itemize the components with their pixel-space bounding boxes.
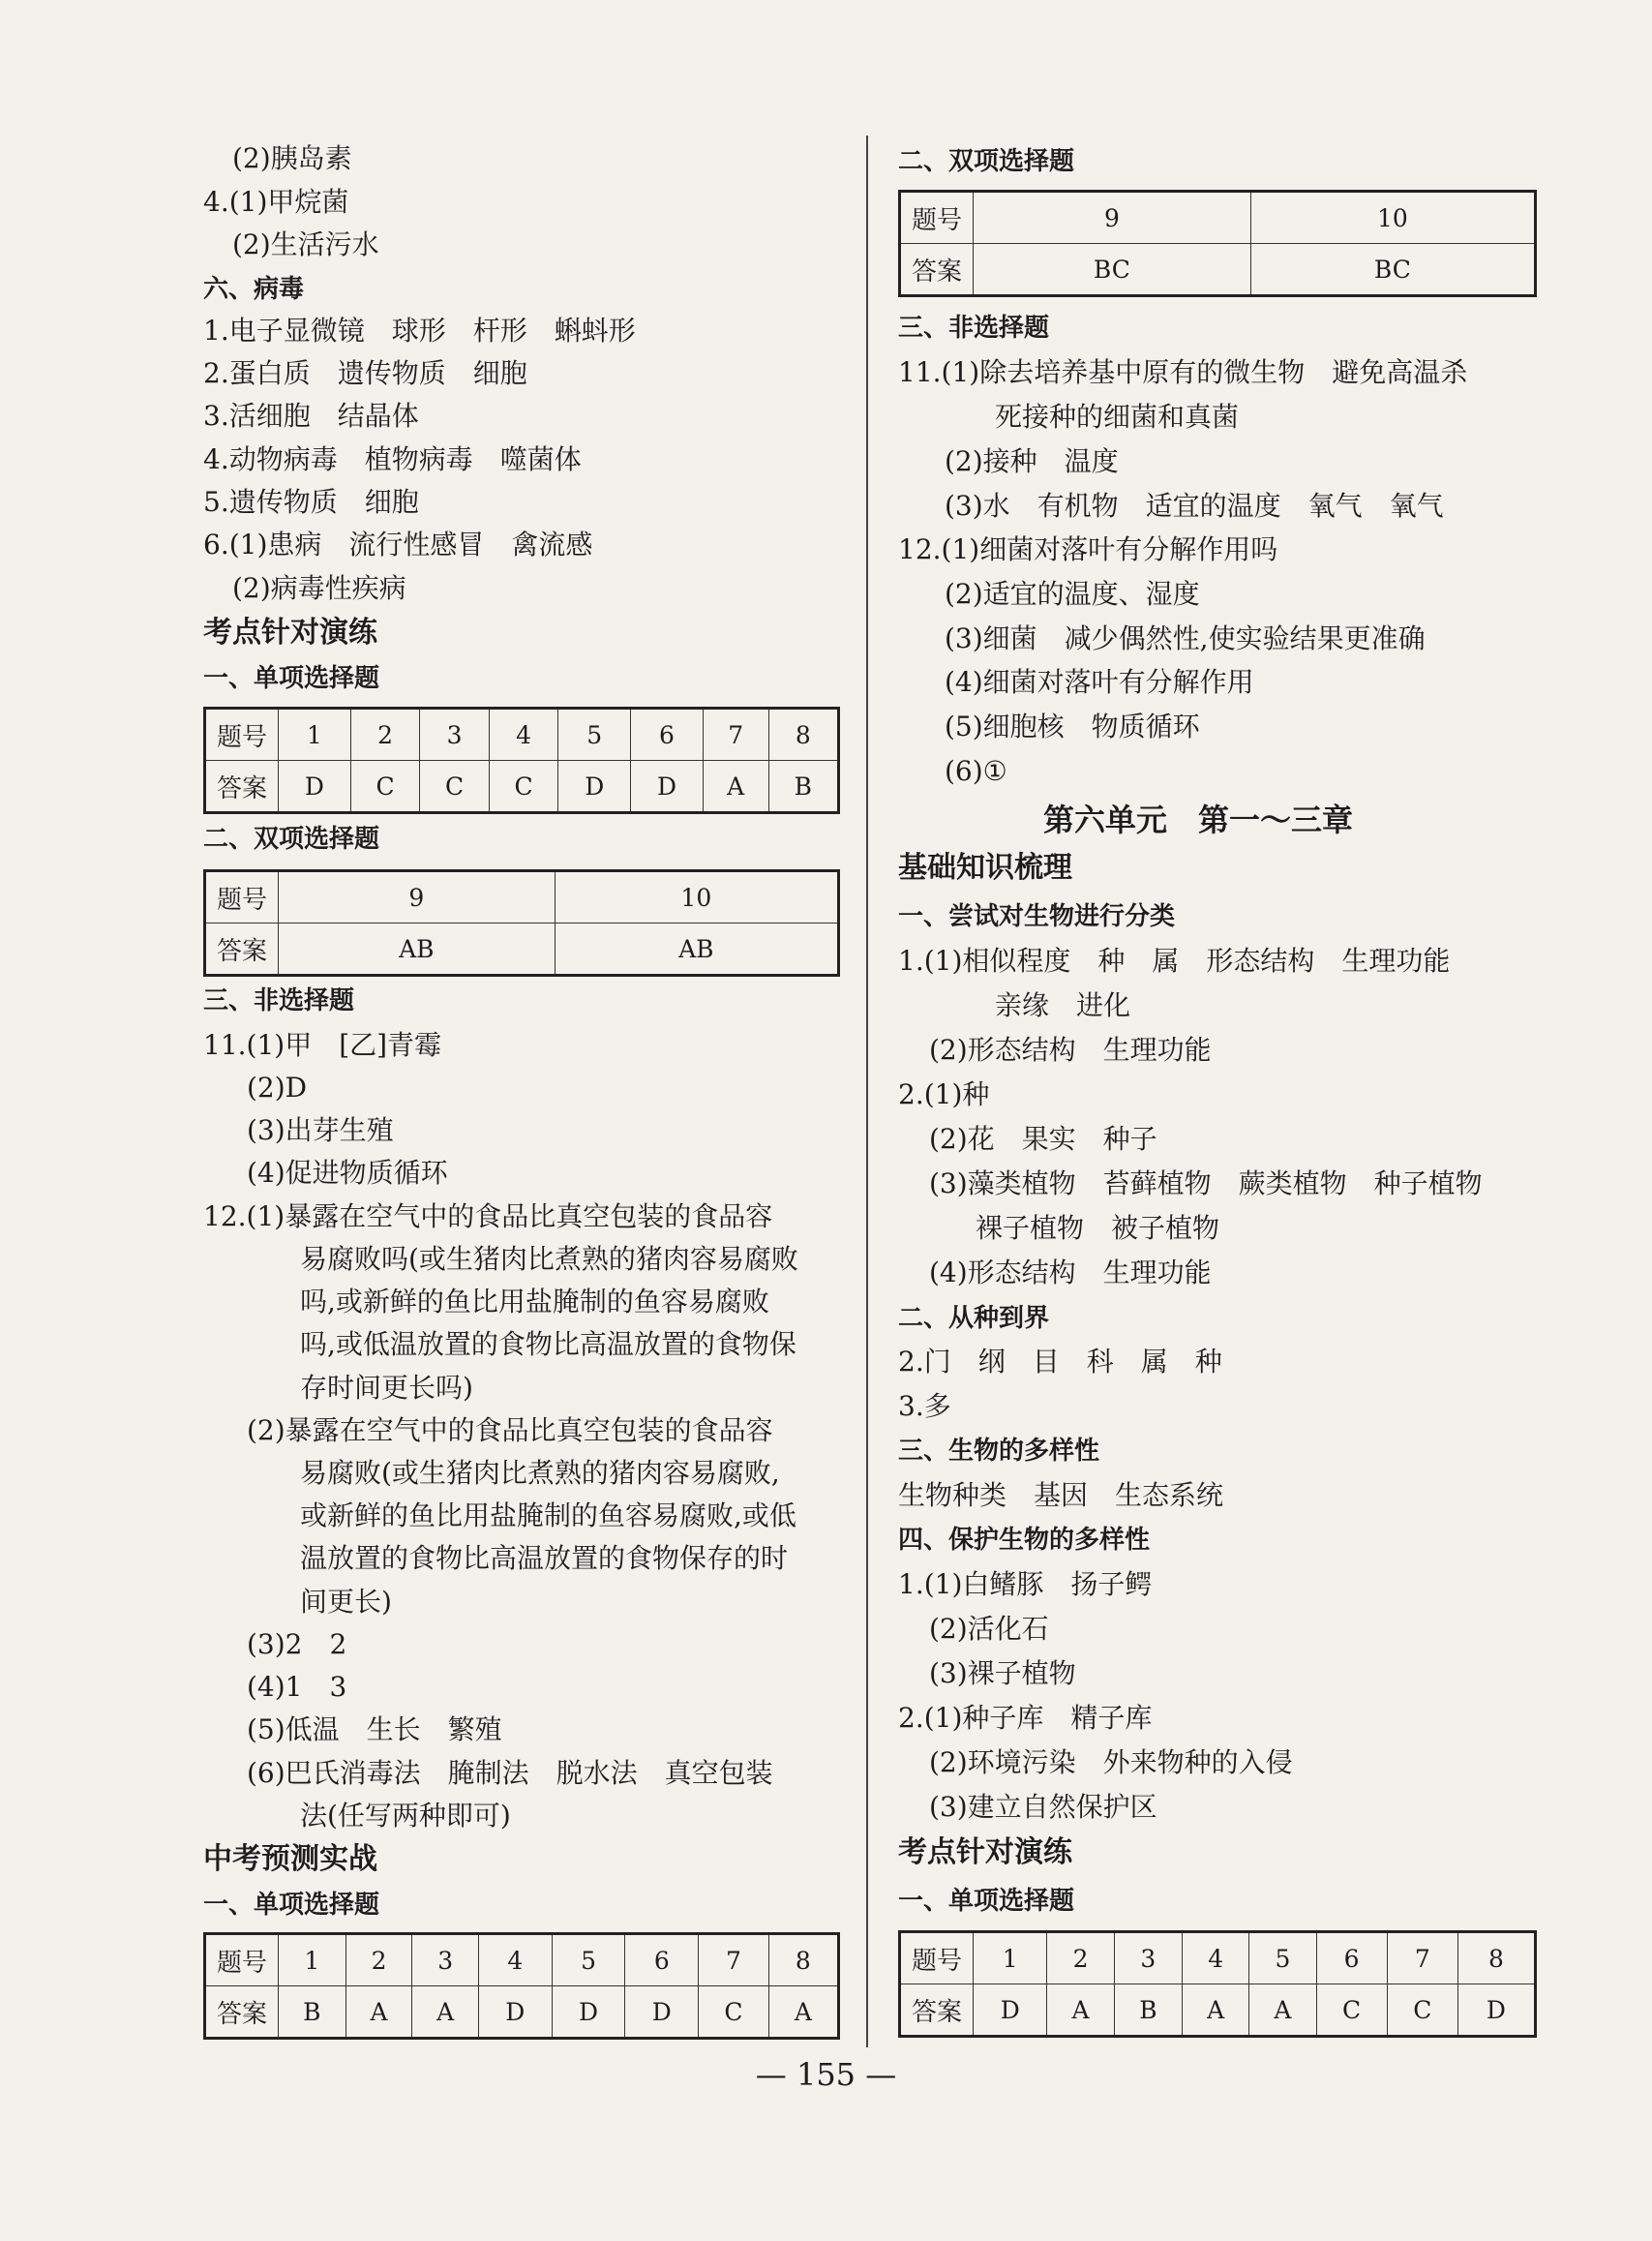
section-heading: 六、病毒 [203,275,305,304]
table-cell: D [1457,1984,1535,2037]
answer-line: (3)建立自然保护区 [929,1791,1157,1823]
answer-line: (3)水 有机物 适宜的温度 氧气 氧气 [945,490,1444,522]
answer-line: (2)暴露在空气中的食品比真空包装的食品容 [247,1414,773,1446]
answer-line: (6)① [945,755,1007,787]
answer-line: (2)形态结构 生理功能 [929,1034,1212,1066]
answer-line: (2)适宜的温度、湿度 [945,578,1200,610]
answer-line: 4.动物病毒 植物病毒 噬菌体 [203,443,582,475]
column-divider [866,136,868,2047]
answer-line: (3)藻类植物 苔藓植物 蕨类植物 种子植物 [929,1167,1483,1199]
unit-title: 第六单元 第一～三章 [1043,802,1354,838]
table-cell: 1 [279,1934,346,1986]
table-cell: B [279,1986,346,2039]
table-header-cell: 题号 [205,709,279,761]
page-number: — 155 — [755,2056,897,2093]
table-cell: 5 [558,709,631,761]
answer-line: (2)病毒性疾病 [232,572,406,604]
answer-line: 5.遗传物质 细胞 [203,486,419,518]
answer-line: 生物种类 基因 生态系统 [898,1479,1224,1511]
table-cell: A [345,1986,412,2039]
answer-line: 易腐败吗(或生猪肉比煮熟的猪肉容易腐败 [300,1243,798,1275]
table-cell: 6 [1316,1932,1387,1984]
section-heading: 二、双项选择题 [898,147,1075,176]
answer-line: (4)1 3 [247,1671,347,1703]
answer-line: 法(任写两种即可) [300,1800,511,1832]
answer-table [203,1932,840,2040]
table-header-cell: 答案 [900,244,974,296]
table-cell: D [974,1984,1047,2037]
table-header-cell: 题号 [900,1932,974,1984]
table-cell: 8 [768,709,838,761]
table-cell: B [768,761,838,813]
answer-line: (2)D [247,1072,308,1104]
table-cell: BC [1250,244,1535,296]
table-cell: 5 [1249,1932,1316,1984]
section-heading: 三、非选择题 [203,986,355,1015]
section-heading: 二、从种到界 [898,1304,1050,1333]
answer-line: 温放置的食物比高温放置的食物保存的时 [300,1542,789,1574]
table-cell: D [552,1986,625,2039]
answer-line: (4)促进物质循环 [247,1157,448,1189]
table-cell: 10 [555,871,838,924]
answer-line: 吗,或新鲜的鱼比用盐腌制的鱼容易腐败 [300,1286,769,1317]
answer-line: 死接种的细菌和真菌 [995,401,1240,433]
table-cell: 6 [625,1934,699,1986]
answer-line: (6)巴氏消毒法 腌制法 脱水法 真空包装 [247,1757,773,1789]
table-cell: 9 [279,871,556,924]
answer-line: (2)花 果实 种子 [929,1123,1157,1155]
table-cell: C [420,761,490,813]
table-cell: 1 [279,709,351,761]
table-cell: 7 [1387,1932,1457,1984]
answer-line: 12.(1)暴露在空气中的食品比真空包装的食品容 [203,1200,773,1232]
table-cell: 6 [631,709,704,761]
section-heading: 一、单项选择题 [203,1891,380,1920]
table-cell: 7 [703,709,768,761]
answer-line: 易腐败(或生猪肉比煮熟的猪肉容易腐败, [300,1457,780,1489]
answer-line: 11.(1)除去培养基中原有的微生物 避免高温杀 [898,356,1468,388]
answer-line: (3)细菌 减少偶然性,使实验结果更准确 [945,622,1426,654]
table-cell: 4 [1183,1932,1249,1984]
table-cell: C [699,1986,769,2039]
section-heading: 一、单项选择题 [898,1887,1075,1916]
table-cell: 7 [699,1934,769,1986]
answer-line: 6.(1)患病 流行性感冒 禽流感 [203,529,593,560]
section-heading: 二、双项选择题 [203,825,380,854]
answer-line: 1.(1)白鳍豚 扬子鳄 [898,1568,1153,1600]
answer-table [898,1930,1537,2038]
table-header-cell: 答案 [900,1984,974,2037]
answer-table [898,190,1537,297]
table-cell: 4 [478,1934,552,1986]
answer-line: (2)胰岛素 [232,142,352,174]
answer-line: 亲缘 进化 [995,989,1131,1021]
table-cell: A [1249,1984,1316,2037]
table-header-cell: 题号 [205,871,279,924]
answer-line: (3)出芽生殖 [247,1114,394,1146]
table-cell: 2 [350,709,420,761]
answer-line: (3)裸子植物 [929,1657,1076,1689]
table-header-cell: 题号 [900,192,974,244]
table-cell: C [350,761,420,813]
table-cell: 5 [552,1934,625,1986]
table-cell: 10 [1250,192,1535,244]
section-heading: 三、非选择题 [898,314,1050,343]
answer-line: (4)细菌对落叶有分解作用 [945,666,1254,698]
table-cell: B [1114,1984,1182,2037]
section-heading: 四、保护生物的多样性 [898,1526,1151,1555]
answer-line: 2.门 纲 目 科 属 种 [898,1346,1222,1378]
table-cell: BC [974,244,1251,296]
block-heading: 中考预测实战 [203,1842,377,1876]
table-cell: 4 [489,709,558,761]
answer-line: 4.(1)甲烷菌 [203,186,349,218]
table-cell: D [625,1986,699,2039]
answer-line: 1.电子显微镜 球形 杆形 蝌蚪形 [203,315,636,347]
table-header-cell: 答案 [205,761,279,813]
table-cell: C [489,761,558,813]
answer-line: (2)生活污水 [232,228,379,260]
table-cell: A [1183,1984,1249,2037]
answer-line: 12.(1)细菌对落叶有分解作用吗 [898,533,1278,565]
table-cell: 3 [1114,1932,1182,1984]
answer-line: (4)形态结构 生理功能 [929,1257,1212,1288]
table-cell: A [1047,1984,1114,2037]
answer-line: 2.(1)种子库 精子库 [898,1702,1153,1734]
answer-line: 存时间更长吗) [300,1372,473,1404]
answer-table [203,869,840,977]
table-cell: C [1316,1984,1387,2037]
answer-line: 或新鲜的鱼比用盐腌制的鱼容易腐败,或低 [300,1499,796,1531]
section-heading: 一、尝试对生物进行分类 [898,902,1176,931]
answer-line: 1.(1)相似程度 种 属 形态结构 生理功能 [898,945,1451,977]
table-header-cell: 答案 [205,924,279,976]
section-heading: 一、单项选择题 [203,664,380,693]
answer-line: (5)细胞核 物质循环 [945,711,1200,742]
table-cell: AB [555,924,838,976]
table-cell: A [703,761,768,813]
table-cell: 3 [412,1934,479,1986]
table-cell: 8 [768,1934,838,1986]
answer-line: (2)活化石 [929,1613,1049,1645]
table-cell: 2 [1047,1932,1114,1984]
block-heading: 考点针对演练 [203,616,377,650]
answer-line: 2.(1)种 [898,1078,990,1110]
table-cell: 9 [974,192,1251,244]
answer-line: 3.活细胞 结晶体 [203,400,419,432]
block-heading: 考点针对演练 [898,1835,1072,1869]
table-cell: D [558,761,631,813]
table-cell: 2 [345,1934,412,1986]
table-cell: 8 [1457,1932,1535,1984]
answer-line: 3.多 [898,1390,951,1422]
table-cell: AB [279,924,556,976]
table-cell: A [768,1986,838,2039]
table-cell: D [279,761,351,813]
answer-table [203,707,840,814]
table-cell: D [478,1986,552,2039]
answer-line: (5)低温 生长 繁殖 [247,1713,502,1745]
answer-line: 11.(1)甲 [乙]青霉 [203,1029,442,1061]
table-cell: 3 [420,709,490,761]
table-header-cell: 答案 [205,1986,279,2039]
table-cell: D [631,761,704,813]
table-cell: A [412,1986,479,2039]
block-heading: 基础知识梳理 [898,851,1072,885]
table-header-cell: 题号 [205,1934,279,1986]
answer-line: (2)接种 温度 [945,445,1119,477]
answer-line: 吗,或低温放置的食物比高温放置的食物保 [300,1328,796,1360]
answer-line: (3)2 2 [247,1628,347,1660]
answer-line: (2)环境污染 外来物种的入侵 [929,1746,1293,1778]
answer-line: 2.蛋白质 遗传物质 细胞 [203,357,527,389]
table-cell: C [1387,1984,1457,2037]
answer-line: 间更长) [300,1586,392,1618]
table-cell: 1 [974,1932,1047,1984]
answer-line: 裸子植物 被子植物 [976,1212,1220,1244]
section-heading: 三、生物的多样性 [898,1437,1100,1466]
